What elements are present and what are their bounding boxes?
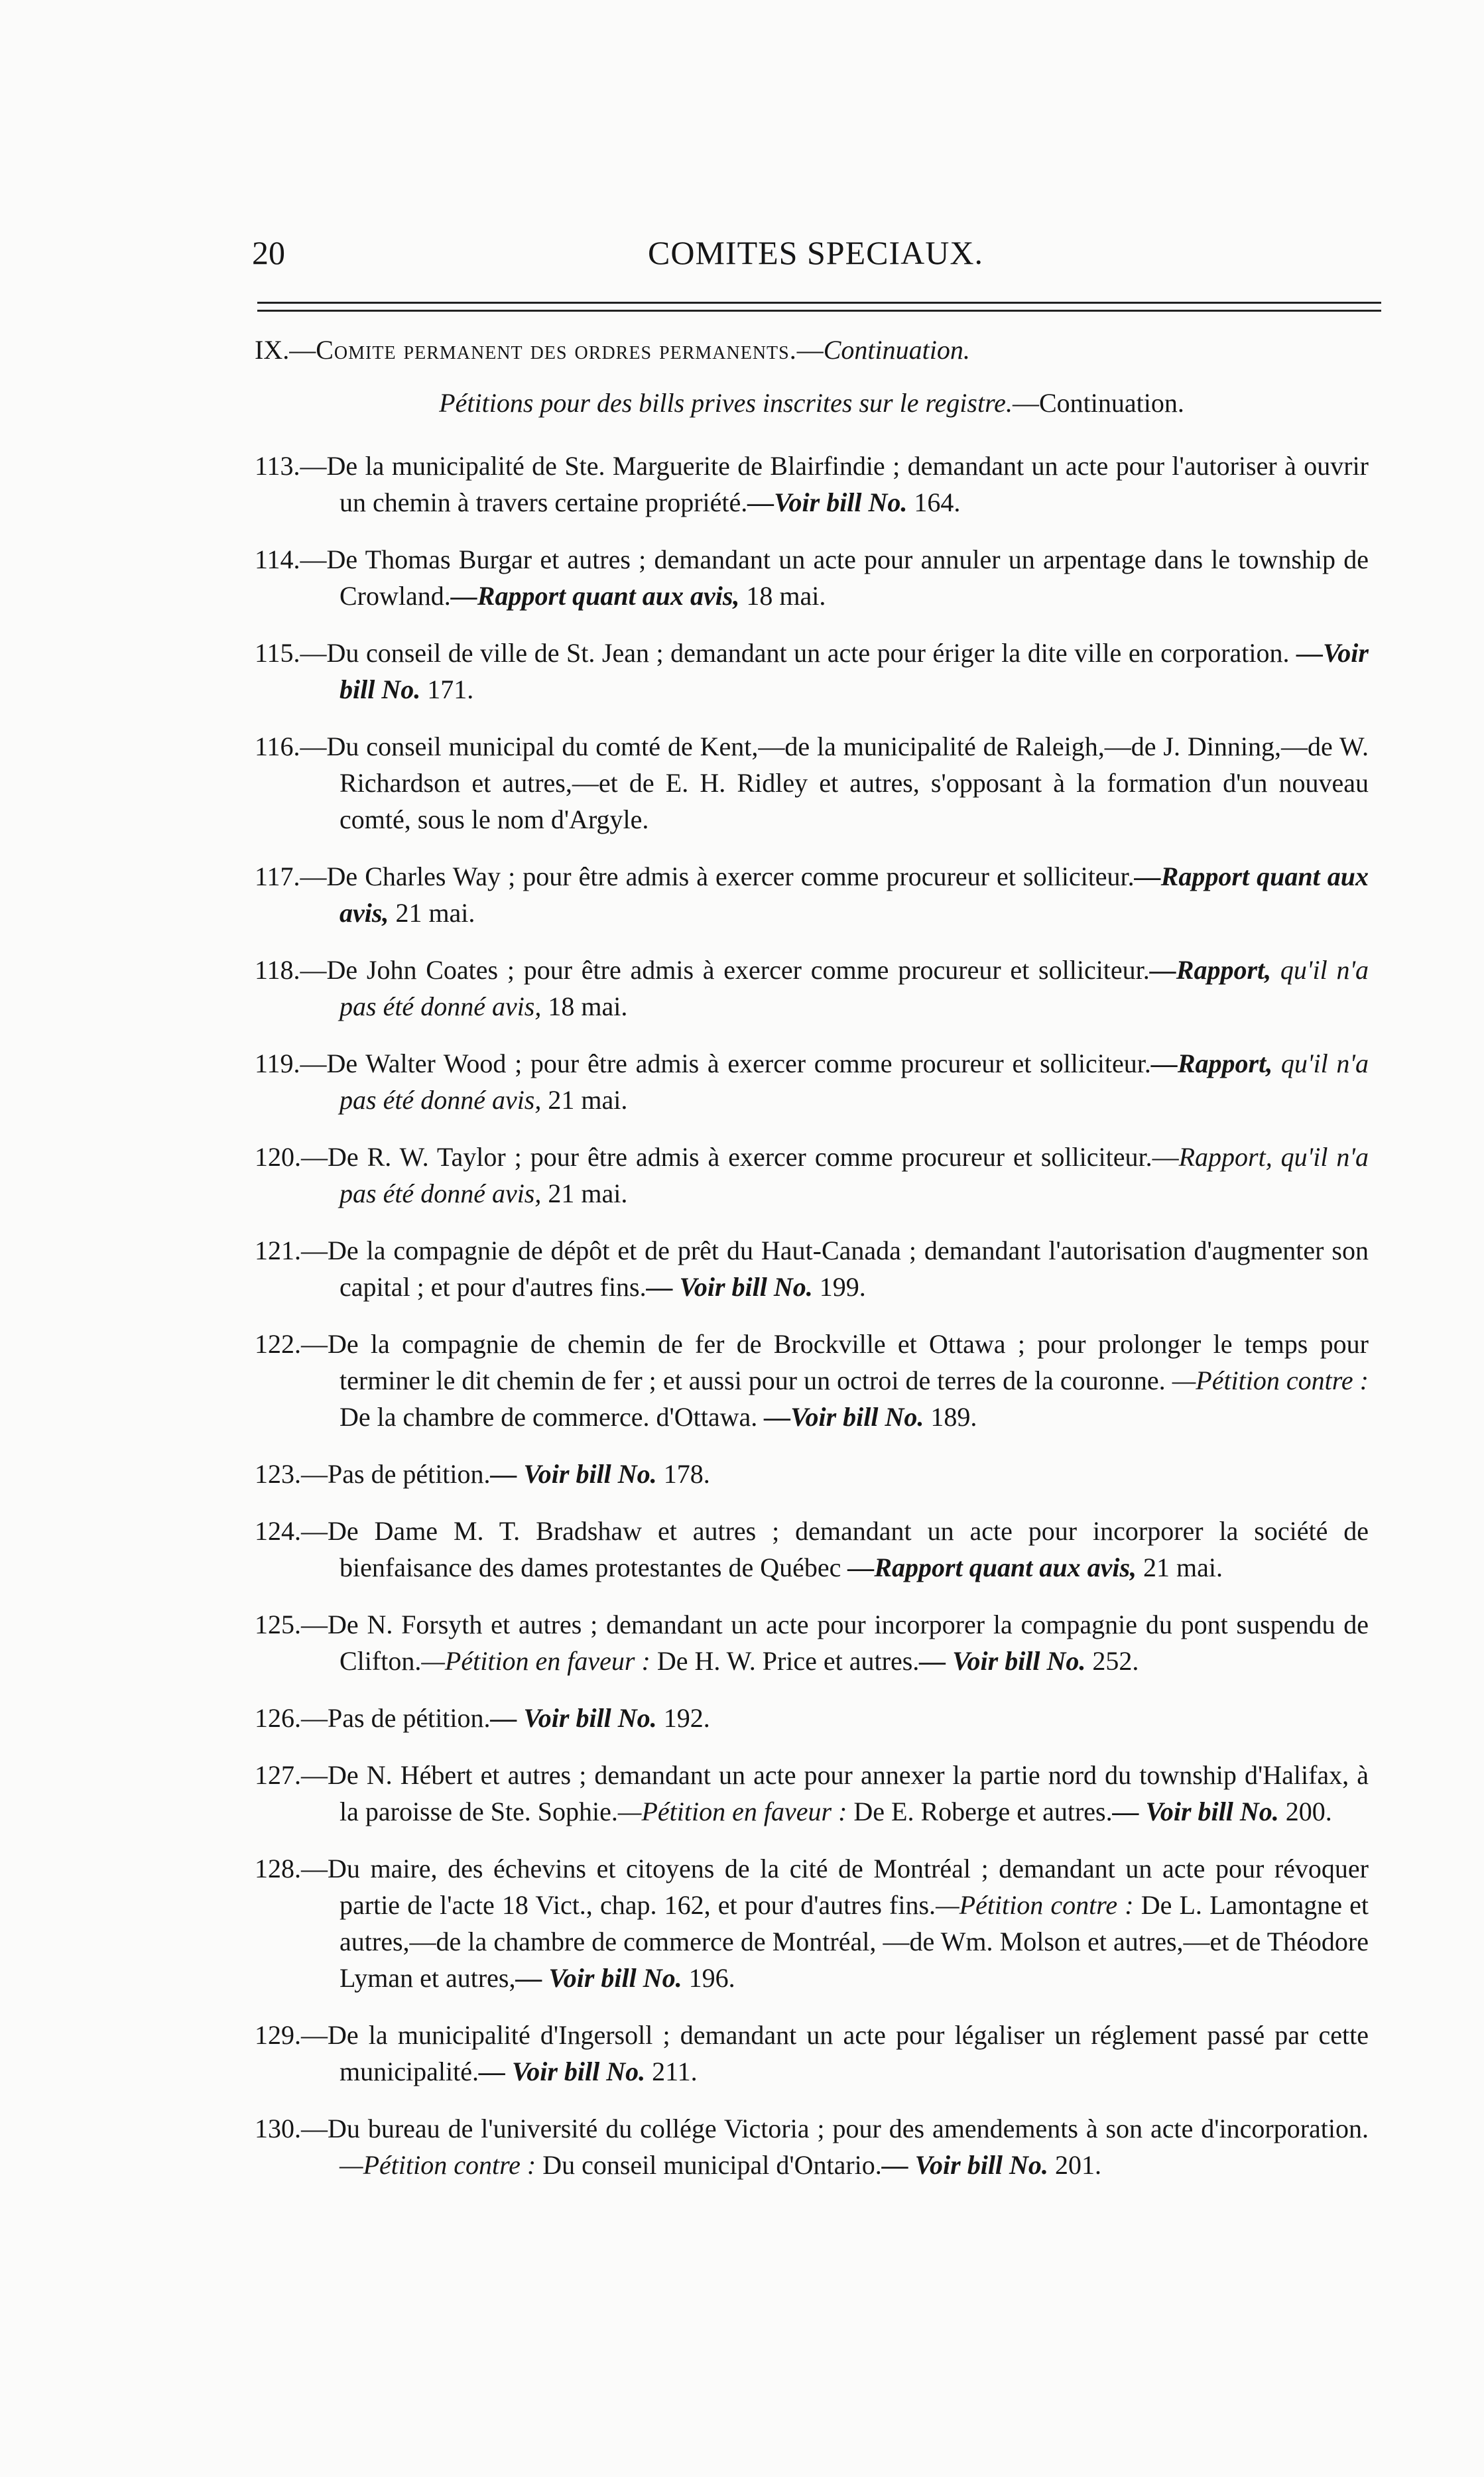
entry-text: 117.—De Charles Way ; pour être admis à exercer comme procureur et solliciteur. — [255, 861, 1135, 891]
entry-italic-text: —Pétition contre : — [340, 2150, 536, 2180]
running-title: COMITES SPECIAUX. — [648, 234, 983, 271]
section-separator: — — [796, 335, 824, 365]
entry-text: 21 mai. — [1137, 1553, 1223, 1582]
entry-reference: — Voir bill No. — [478, 2057, 646, 2086]
entry-reference: —Voir bill No. — [764, 1402, 924, 1432]
entry-text: 189. — [924, 1402, 977, 1432]
entry-text: 21 mai. — [541, 1178, 628, 1208]
entry-text: 116.—Du conseil municipal du comté de Kent,—de la municipalité de Raleigh,—de J. Dinning,—de W. Richardson et autres,—et de E. H. Ridley et autres, s'opposant à la formation d'un nouveau comté, sous le nom d'Argyle. — [255, 731, 1369, 834]
entry-text: 121.—De la compagnie de dépôt et de prêt du Haut-Canada ; demandant l'autorisation d'augmenter son capital ; et pour d'autres fins. — [255, 1236, 1369, 1302]
petition-entry — [255, 1700, 1369, 1736]
entry-text: 21 mai. — [541, 1085, 628, 1115]
petition-entry — [255, 1045, 1369, 1118]
entry-text: 118.—De John Coates ; pour être admis à exercer comme procureur et solliciteur. — [255, 955, 1150, 985]
entry-text: 114.—De Thomas Burgar et autres ; demandant un acte pour annuler un arpentage dans le township de Crowland. — [255, 544, 1369, 611]
entry-reference: — Voir bill No. — [919, 1646, 1086, 1676]
petition-entry — [255, 728, 1369, 838]
entry-text: 124.—De Dame M. T. Bradshaw et autres ; demandant un acte pour incorporer la société de bienfaisance des dames protestantes de Québec — [255, 1516, 1369, 1582]
petition-entry — [255, 858, 1369, 931]
entry-italic-text: —Pétition contre : — [936, 1890, 1134, 1920]
entry-text: 115.—Du conseil de ville de St. Jean ; demandant un acte pour ériger la dite ville en corporation. — [255, 638, 1297, 668]
entry-reference: — Voir bill No. — [881, 2150, 1048, 2180]
entry-text: 252. — [1085, 1646, 1139, 1676]
petition-list — [255, 448, 1369, 2183]
section-continuation: Continuation. — [823, 335, 970, 365]
entry-text: 211. — [645, 2057, 698, 2086]
entry-text: 120.—De R. W. Taylor ; pour être admis à exercer comme procureur et solliciteur.— — [255, 1142, 1179, 1172]
entry-reference: —Rapport quant aux avis, — [340, 861, 1369, 928]
entry-reference: —Voir bill No. — [747, 487, 908, 517]
page-number: 20 — [252, 234, 285, 271]
entry-italic-text: —Pétition en faveur : — [617, 1797, 847, 1826]
entry-text: De H. W. Price et autres. — [650, 1646, 920, 1676]
entry-text: 18 mai. — [739, 581, 826, 611]
entry-reference: —Rapport, — [1150, 1048, 1273, 1078]
petition-entry — [255, 1757, 1369, 1830]
entry-text: De la chambre de commerce. d'Ottawa. — [340, 1402, 765, 1432]
petition-entry — [255, 2110, 1369, 2183]
entry-text: 125.—De N. Forsyth et autres ; demandant un acte pour incorporer la compagnie du pont suspendu de Clifton. — [255, 1610, 1369, 1676]
section-title: Comite permanent des ordres permanents. — [316, 335, 797, 365]
entry-italic-text: qu'il n'a pas été donné avis, — [340, 955, 1369, 1021]
entry-text: Du conseil municipal d'Ontario. — [536, 2150, 882, 2180]
entry-reference: — Voir bill No. — [515, 1963, 682, 1993]
entry-italic-text: —Pétition contre : — [1172, 1366, 1369, 1395]
entry-reference: — Voir bill No. — [490, 1703, 657, 1733]
petition-entry — [255, 1850, 1369, 1996]
entry-text: 178. — [656, 1459, 710, 1489]
entry-italic-text: Rapport, qu'il n'a pas été donné avis, — [340, 1142, 1369, 1208]
subheading-plain: —Continuation. — [1012, 388, 1184, 418]
entry-reference: —Rapport, — [1149, 955, 1272, 985]
subheading — [255, 385, 1369, 421]
entry-text: 164. — [907, 487, 961, 517]
entry-text: 113.—De la municipalité de Ste. Marguerite de Blairfindie ; demandant un acte pour l'autoriser à ouvrir un chemin à travers certaine propriété. — [255, 451, 1369, 517]
entry-reference: — Voir bill No. — [646, 1272, 813, 1302]
section-heading — [255, 332, 1369, 368]
entry-reference: —Rapport quant aux avis, — [847, 1553, 1137, 1582]
petition-entry — [255, 1513, 1369, 1586]
entry-text: 122.—De la compagnie de chemin de fer de Brockville et Ottawa ; pour prolonger le temps pour terminer le dit chemin de fer ; et aussi pour un octroi de terres de la couronne. — [255, 1329, 1369, 1395]
subheading-italic: Pétitions pour des bills prives inscrites sur le registre. — [439, 388, 1013, 418]
petition-entry — [255, 541, 1369, 614]
header-rule-top — [257, 302, 1381, 304]
petition-entry — [255, 448, 1369, 521]
page-body — [255, 332, 1369, 2204]
petition-entry — [255, 1326, 1369, 1435]
entry-text: 200. — [1278, 1797, 1332, 1826]
petition-entry — [255, 2017, 1369, 2090]
entry-text: 201. — [1048, 2150, 1101, 2180]
entry-text: 129.—De la municipalité d'Ingersoll ; demandant un acte pour légaliser un réglement passé par cette municipalité. — [255, 2020, 1369, 2086]
entry-text: 196. — [682, 1963, 735, 1993]
entry-text: 171. — [420, 674, 474, 704]
entry-text: 126.—Pas de pétition. — [255, 1703, 491, 1733]
page-header — [252, 233, 1379, 286]
entry-text: 119.—De Walter Wood ; pour être admis à exercer comme procureur et solliciteur. — [255, 1048, 1151, 1078]
petition-entry — [255, 635, 1369, 708]
entry-reference: — Voir bill No. — [490, 1459, 657, 1489]
entry-text: 21 mai. — [389, 898, 475, 928]
entry-italic-text: qu'il n'a pas été donné avis, — [340, 1048, 1369, 1115]
entry-text: 130.—Du bureau de l'université du collége Victoria ; pour des amendements à son acte d'incorporation. — [255, 2114, 1369, 2143]
entry-text: 18 mai. — [541, 991, 628, 1021]
entry-text: 128.—Du maire, des échevins et citoyens de la cité de Montréal ; demandant un acte pour révoquer partie de l'acte 18 Vict., chap. 162, et pour d'autres fins. — [255, 1854, 1369, 1920]
entry-text: 192. — [656, 1703, 710, 1733]
entry-reference: — Voir bill No. — [1112, 1797, 1279, 1826]
petition-entry — [255, 1606, 1369, 1679]
entry-text: 199. — [812, 1272, 866, 1302]
entry-text: 123.—Pas de pétition. — [255, 1459, 491, 1489]
petition-entry — [255, 1139, 1369, 1212]
entry-text: De L. Lamontagne et autres,—de la chambre de commerce de Montréal, —de Wm. Molson et autres,—et de Théodore Lyman et autres, — [340, 1890, 1369, 1993]
entry-reference: —Voir bill No. — [340, 638, 1369, 704]
entry-text: De E. Roberge et autres. — [847, 1797, 1113, 1826]
petition-entry — [255, 1456, 1369, 1492]
entry-text: 127.—De N. Hébert et autres ; demandant un acte pour annexer la partie nord du township d'Halifax, à la paroisse de Ste. Sophie. — [255, 1760, 1369, 1826]
entry-italic-text: —Pétition en faveur : — [421, 1646, 650, 1676]
header-rule-bottom — [257, 310, 1381, 312]
petition-entry — [255, 952, 1369, 1025]
petition-entry — [255, 1232, 1369, 1305]
section-number: IX.— — [255, 335, 316, 365]
entry-reference: —Rapport quant aux avis, — [450, 581, 740, 611]
